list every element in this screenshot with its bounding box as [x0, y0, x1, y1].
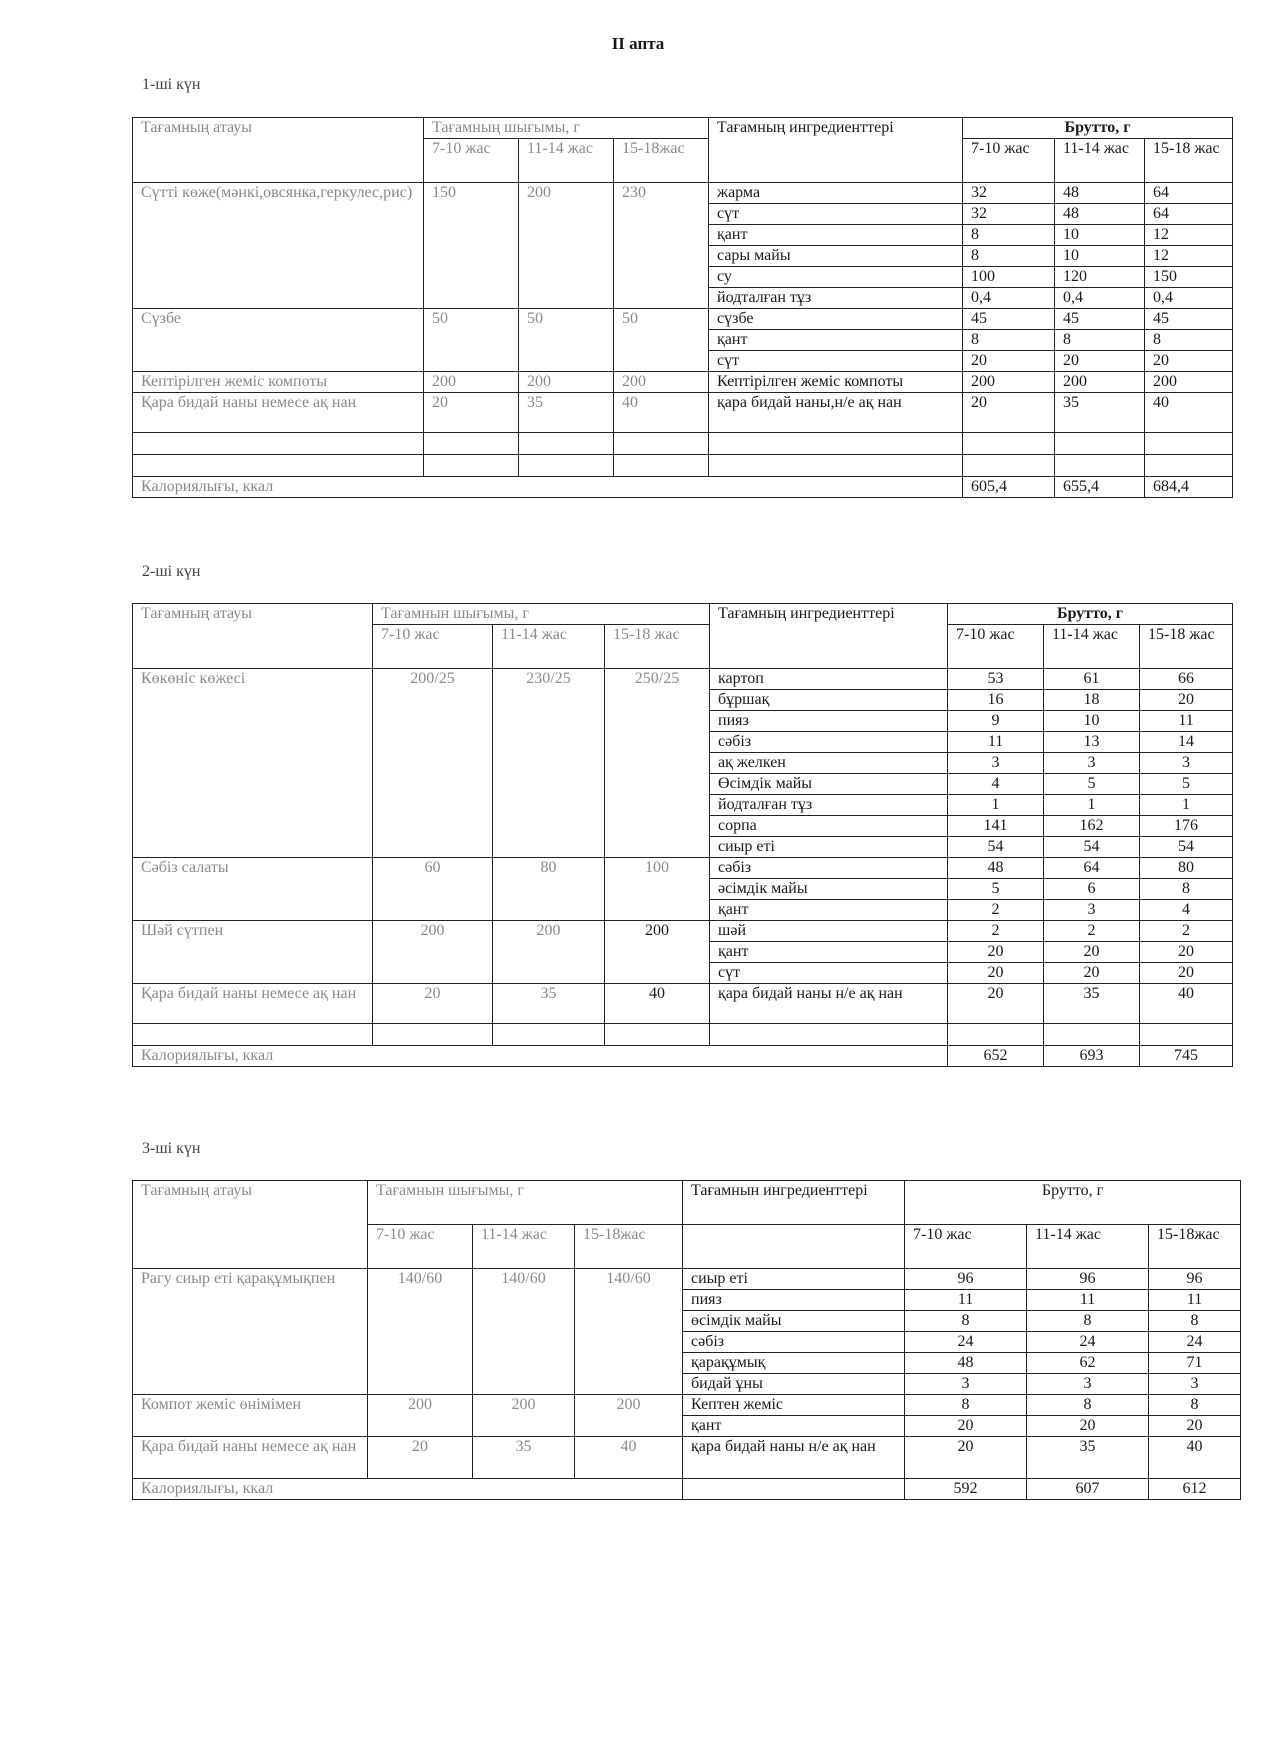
dish-yield: 200 [519, 372, 614, 393]
brutto-value: 6 [1044, 879, 1140, 900]
brutto-age-header: 11-14 жас [1027, 1225, 1149, 1269]
ingredient-name: сәбіз [683, 1332, 905, 1353]
brutto-value: 18 [1044, 690, 1140, 711]
brutto-value: 0,4 [1055, 288, 1145, 309]
brutto-value: 3 [1149, 1374, 1241, 1395]
brutto-value: 200 [1055, 372, 1145, 393]
ingredient-name: картоп [710, 669, 948, 690]
brutto-value: 4 [1140, 900, 1233, 921]
ingredient-name: ақ желкен [710, 753, 948, 774]
dish-name: Шәй сүтпен [133, 921, 373, 984]
day2-menu-table [132, 603, 1233, 1067]
dish-yield: 150 [424, 183, 519, 309]
ingredient-name: өсімдік майы [683, 1311, 905, 1332]
brutto-value: 1 [1044, 795, 1140, 816]
brutto-value: 40 [1140, 984, 1233, 1024]
calories-value: 652 [948, 1046, 1044, 1067]
brutto-value: 2 [948, 921, 1044, 942]
brutto-value: 32 [963, 183, 1055, 204]
calories-value: 607 [1027, 1479, 1149, 1500]
brutto-value: 3 [1140, 753, 1233, 774]
brutto-age-header: 11-14 жас [1044, 625, 1140, 669]
brutto-value: 11 [1027, 1290, 1149, 1311]
dish-yield: 40 [575, 1437, 683, 1479]
dish-header: Тағамның атауы [133, 604, 373, 669]
ingredient-name: сүзбе [709, 309, 963, 330]
dish-yield: 230/25 [493, 669, 605, 858]
brutto-value: 54 [1140, 837, 1233, 858]
brutto-value: 35 [1027, 1437, 1149, 1479]
brutto-header: Брутто, г [905, 1181, 1241, 1225]
brutto-value: 200 [963, 372, 1055, 393]
ingredient-name: қант [683, 1416, 905, 1437]
brutto-value: 48 [905, 1353, 1027, 1374]
brutto-value: 5 [948, 879, 1044, 900]
ingredient-name: қара бидай наны н/е ақ нан [683, 1437, 905, 1479]
brutto-value: 20 [1044, 942, 1140, 963]
dish-yield: 35 [493, 984, 605, 1024]
dish-yield: 50 [424, 309, 519, 372]
ingredient-name: сүт [710, 963, 948, 984]
brutto-value: 8 [905, 1395, 1027, 1416]
brutto-value: 20 [905, 1416, 1027, 1437]
brutto-value: 32 [963, 204, 1055, 225]
brutto-value: 0,4 [963, 288, 1055, 309]
ingredient-name: йодталған тұз [709, 288, 963, 309]
brutto-value: 35 [1055, 393, 1145, 433]
brutto-value: 35 [1044, 984, 1140, 1024]
brutto-value: 96 [1027, 1269, 1149, 1290]
ingredient-name: әсімдік майы [710, 879, 948, 900]
brutto-value: 48 [1055, 204, 1145, 225]
brutto-value: 24 [905, 1332, 1027, 1353]
dish-yield: 200 [473, 1395, 575, 1437]
brutto-value: 45 [1145, 309, 1233, 330]
dish-name: Сүтті көже(мәнкі,овсянка,геркулес,рис) [133, 183, 424, 309]
brutto-value: 120 [1055, 267, 1145, 288]
dish-yield: 200 [575, 1395, 683, 1437]
brutto-value: 96 [1149, 1269, 1241, 1290]
ingredients-header: Тағамнын ингредиенттері [683, 1181, 905, 1225]
dish-header: Тағамның атауы [133, 1181, 368, 1269]
brutto-value: 96 [905, 1269, 1027, 1290]
dish-yield: 40 [614, 393, 709, 433]
brutto-age-header: 15-18жас [1149, 1225, 1241, 1269]
brutto-value: 20 [948, 942, 1044, 963]
ingredient-name: қант [709, 330, 963, 351]
brutto-value: 8 [1145, 330, 1233, 351]
brutto-value: 141 [948, 816, 1044, 837]
yield-age-header: 15-18жас [614, 139, 709, 183]
dish-yield: 200/25 [373, 669, 493, 858]
dish-yield: 200 [493, 921, 605, 984]
yield-age-header: 11-14 жас [493, 625, 605, 669]
dish-name: Сәбіз салаты [133, 858, 373, 921]
brutto-value: 40 [1149, 1437, 1241, 1479]
dish-yield: 200 [424, 372, 519, 393]
dish-yield: 200 [519, 183, 614, 309]
brutto-value: 20 [948, 963, 1044, 984]
brutto-value: 10 [1044, 711, 1140, 732]
brutto-value: 200 [1145, 372, 1233, 393]
brutto-value: 20 [963, 351, 1055, 372]
ingredient-name: қара бидай наны,н/е ақ нан [709, 393, 963, 433]
ingredient-name: йодталған тұз [710, 795, 948, 816]
day-label: 2-ші күн [142, 563, 201, 580]
brutto-value: 10 [1055, 225, 1145, 246]
calories-value: 655,4 [1055, 477, 1145, 498]
brutto-value: 16 [948, 690, 1044, 711]
ingredient-name: қант [709, 225, 963, 246]
brutto-value: 8 [963, 225, 1055, 246]
brutto-value: 64 [1145, 183, 1233, 204]
brutto-value: 5 [1140, 774, 1233, 795]
dish-name: Сүзбе [133, 309, 424, 372]
dish-yield: 60 [373, 858, 493, 921]
brutto-value: 20 [963, 393, 1055, 433]
brutto-value: 11 [1140, 711, 1233, 732]
brutto-value: 0,4 [1145, 288, 1233, 309]
dish-yield: 20 [368, 1437, 473, 1479]
dish-yield: 140/60 [575, 1269, 683, 1395]
day1-menu-table [132, 117, 1233, 498]
ingredient-name: Кептен жеміс [683, 1395, 905, 1416]
dish-yield: 20 [424, 393, 519, 433]
dish-yield: 40 [605, 984, 710, 1024]
brutto-value: 8 [1027, 1395, 1149, 1416]
ingredient-name: сәбіз [710, 858, 948, 879]
brutto-value: 8 [963, 330, 1055, 351]
ingredient-name: қант [710, 942, 948, 963]
brutto-value: 20 [1145, 351, 1233, 372]
brutto-value: 80 [1140, 858, 1233, 879]
ingredient-name: шәй [710, 921, 948, 942]
brutto-value: 1 [1140, 795, 1233, 816]
ingredient-name: қарақұмық [683, 1353, 905, 1374]
brutto-value: 2 [948, 900, 1044, 921]
brutto-value: 10 [1055, 246, 1145, 267]
ingredient-name: пияз [710, 711, 948, 732]
yield-age-header: 7-10 жас [373, 625, 493, 669]
brutto-value: 20 [948, 984, 1044, 1024]
ingredient-name: су [709, 267, 963, 288]
brutto-value: 20 [1055, 351, 1145, 372]
brutto-value: 100 [963, 267, 1055, 288]
calories-value: 605,4 [963, 477, 1055, 498]
brutto-value: 4 [948, 774, 1044, 795]
brutto-value: 11 [948, 732, 1044, 753]
brutto-value: 2 [1140, 921, 1233, 942]
dish-name: Көкөніс көжесі [133, 669, 373, 858]
dish-yield: 35 [519, 393, 614, 433]
dish-yield: 20 [373, 984, 493, 1024]
brutto-value: 20 [905, 1437, 1027, 1479]
ingredient-name: сүт [709, 351, 963, 372]
brutto-header: Брутто, г [963, 118, 1233, 139]
brutto-value: 12 [1145, 246, 1233, 267]
yield-header: Тағамнын шығымы, г [373, 604, 710, 625]
dish-name: Қара бидай наны немесе ақ нан [133, 984, 373, 1024]
day-label: 3-ші күн [142, 1140, 201, 1157]
brutto-value: 8 [1140, 879, 1233, 900]
dish-name: Қара бидай наны немесе ақ нан [133, 393, 424, 433]
brutto-age-header: 11-14 жас [1055, 139, 1145, 183]
brutto-value: 8 [1149, 1311, 1241, 1332]
dish-name: Компот жеміс өнімімен [133, 1395, 368, 1437]
brutto-value: 54 [1044, 837, 1140, 858]
dish-name: Қара бидай наны немесе ақ нан [133, 1437, 368, 1479]
brutto-value: 9 [948, 711, 1044, 732]
ingredient-name: сәбіз [710, 732, 948, 753]
brutto-value: 150 [1145, 267, 1233, 288]
ingredients-header: Тағамның ингредиенттері [710, 604, 948, 669]
brutto-value: 71 [1149, 1353, 1241, 1374]
page-title: II апта [611, 34, 665, 53]
brutto-value: 61 [1044, 669, 1140, 690]
brutto-value: 3 [948, 753, 1044, 774]
brutto-value: 20 [1149, 1416, 1241, 1437]
yield-header: Тағамнын шығымы, г [368, 1181, 683, 1225]
calories-label: Калориялығы, ккал [133, 1046, 948, 1067]
calories-value: 693 [1044, 1046, 1140, 1067]
ingredient-name: қара бидай наны н/е ақ нан [710, 984, 948, 1024]
brutto-value: 13 [1044, 732, 1140, 753]
yield-age-header: 15-18 жас [605, 625, 710, 669]
brutto-header: Брутто, г [948, 604, 1233, 625]
ingredient-name: пияз [683, 1290, 905, 1311]
brutto-value: 48 [948, 858, 1044, 879]
dish-yield: 200 [368, 1395, 473, 1437]
dish-yield: 250/25 [605, 669, 710, 858]
ingredient-name: сиыр еті [710, 837, 948, 858]
calories-label: Калориялығы, ккал [133, 477, 963, 498]
yield-age-header: 15-18жас [575, 1225, 683, 1269]
brutto-value: 8 [1027, 1311, 1149, 1332]
brutto-value: 24 [1027, 1332, 1149, 1353]
yield-age-header: 11-14 жас [519, 139, 614, 183]
brutto-value: 12 [1145, 225, 1233, 246]
brutto-value: 176 [1140, 816, 1233, 837]
brutto-age-header: 15-18 жас [1145, 139, 1233, 183]
brutto-age-header: 7-10 жас [905, 1225, 1027, 1269]
day3-menu-table [132, 1180, 1241, 1500]
ingredient-name: қант [710, 900, 948, 921]
brutto-value: 3 [1044, 753, 1140, 774]
brutto-value: 45 [1055, 309, 1145, 330]
calories-value: 612 [1149, 1479, 1241, 1500]
brutto-value: 14 [1140, 732, 1233, 753]
brutto-value: 48 [1055, 183, 1145, 204]
ingredient-name: сорпа [710, 816, 948, 837]
dish-yield: 100 [605, 858, 710, 921]
calories-label: Калориялығы, ккал [133, 1479, 683, 1500]
brutto-value: 162 [1044, 816, 1140, 837]
ingredient-name: Өсімдік майы [710, 774, 948, 795]
ingredient-name: жарма [709, 183, 963, 204]
brutto-value: 66 [1140, 669, 1233, 690]
ingredient-name: бұршақ [710, 690, 948, 711]
dish-name: Кептірілген жеміс компоты [133, 372, 424, 393]
brutto-value: 1 [948, 795, 1044, 816]
brutto-value: 2 [1044, 921, 1140, 942]
brutto-value: 20 [1044, 963, 1140, 984]
brutto-value: 3 [905, 1374, 1027, 1395]
ingredient-name: сары майы [709, 246, 963, 267]
brutto-value: 11 [1149, 1290, 1241, 1311]
dish-yield: 140/60 [473, 1269, 575, 1395]
yield-age-header: 11-14 жас [473, 1225, 575, 1269]
brutto-value: 8 [963, 246, 1055, 267]
brutto-value: 45 [963, 309, 1055, 330]
ingredients-header: Тағамның ингредиенттері [709, 118, 963, 183]
brutto-value: 20 [1140, 690, 1233, 711]
brutto-value: 62 [1027, 1353, 1149, 1374]
brutto-value: 64 [1145, 204, 1233, 225]
brutto-value: 54 [948, 837, 1044, 858]
dish-yield: 35 [473, 1437, 575, 1479]
calories-value: 745 [1140, 1046, 1233, 1067]
yield-header: Тағамның шығымы, г [424, 118, 709, 139]
dish-yield: 200 [605, 921, 710, 984]
brutto-age-header: 7-10 жас [948, 625, 1044, 669]
day-label: 1-ші күн [142, 76, 201, 93]
brutto-value: 20 [1140, 963, 1233, 984]
brutto-value: 3 [1044, 900, 1140, 921]
brutto-value: 24 [1149, 1332, 1241, 1353]
brutto-value: 20 [1027, 1416, 1149, 1437]
dish-name: Рагу сиыр еті қарақұмықпен [133, 1269, 368, 1395]
calories-value: 592 [905, 1479, 1027, 1500]
ingredient-name: бидай ұны [683, 1374, 905, 1395]
dish-yield: 50 [519, 309, 614, 372]
brutto-value: 64 [1044, 858, 1140, 879]
dish-yield: 80 [493, 858, 605, 921]
brutto-age-header: 7-10 жас [963, 139, 1055, 183]
dish-yield: 50 [614, 309, 709, 372]
yield-age-header: 7-10 жас [368, 1225, 473, 1269]
brutto-value: 53 [948, 669, 1044, 690]
calories-value: 684,4 [1145, 477, 1233, 498]
brutto-value: 5 [1044, 774, 1140, 795]
yield-age-header: 7-10 жас [424, 139, 519, 183]
dish-yield: 230 [614, 183, 709, 309]
ingredient-name: Кептірілген жеміс компоты [709, 372, 963, 393]
dish-header: Тағамның атауы [133, 118, 424, 183]
brutto-value: 8 [1149, 1395, 1241, 1416]
brutto-value: 20 [1140, 942, 1233, 963]
ingredient-name: сиыр еті [683, 1269, 905, 1290]
brutto-value: 8 [905, 1311, 1027, 1332]
brutto-age-header: 15-18 жас [1140, 625, 1233, 669]
dish-yield: 200 [614, 372, 709, 393]
dish-yield: 200 [373, 921, 493, 984]
dish-yield: 140/60 [368, 1269, 473, 1395]
brutto-value: 40 [1145, 393, 1233, 433]
brutto-value: 3 [1027, 1374, 1149, 1395]
brutto-value: 11 [905, 1290, 1027, 1311]
ingredient-name: сүт [709, 204, 963, 225]
brutto-value: 8 [1055, 330, 1145, 351]
